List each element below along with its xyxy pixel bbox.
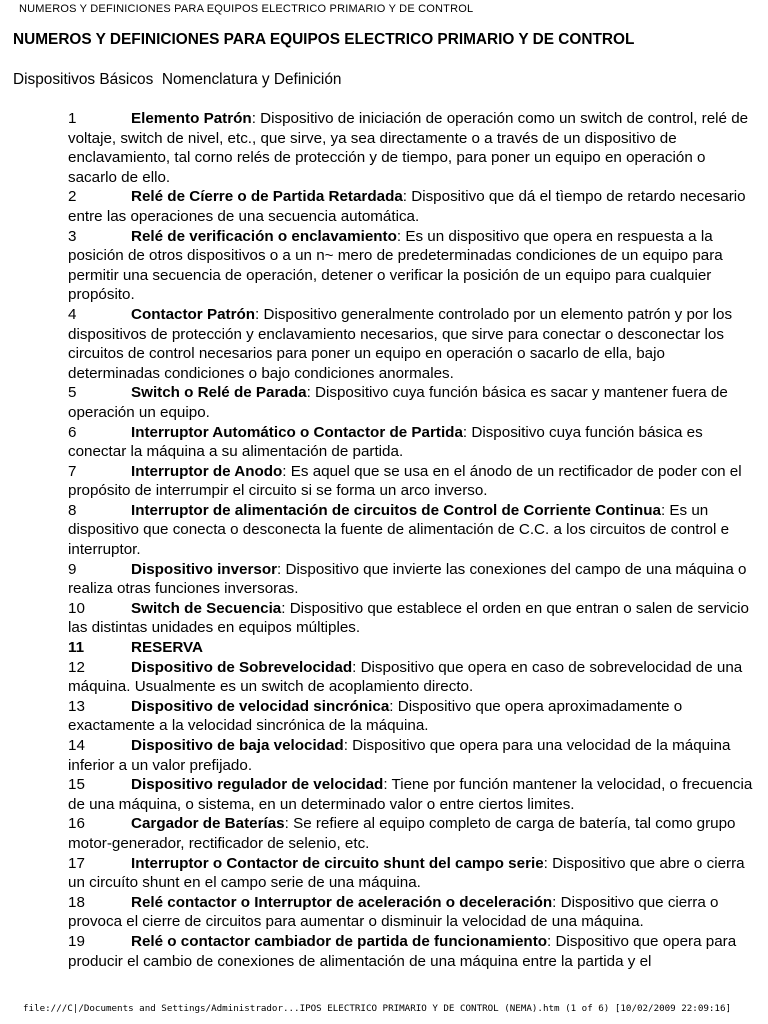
entry-term: Interruptor Automático o Contactor de Partida [131,423,463,441]
entry-definition: Es un dispositivo que opera en respuesta a la posición de otros dispositivos o a un n~ mero de predeterminadas condiciones de un equipo para permitir una secuencia de operación, detener o verificar la posición de un equipo para cualquier propósito. [68,227,723,304]
entry-definition: Dispositivo que opera en caso de sobrevelocidad de una máquina. Usualmente es un switch de acoplamiento directo. [68,658,743,696]
entry-separator: : [543,854,548,872]
entry-separator: : [281,599,286,617]
definition-entry [68,932,758,971]
entry-number: 11 [68,639,85,657]
entry-separator: : [552,893,557,911]
entry-separator: : [402,188,408,206]
entry-number: 14 [68,737,85,754]
entry-term: RESERVA [131,639,204,657]
entry-separator: : [277,560,282,578]
entry-term: Dispositivo regulador de velocidad [131,776,384,794]
entry-number: 13 [68,697,85,715]
entry-number: 12 [68,658,85,676]
entry-number: 15 [68,776,85,794]
definition-entry [68,893,758,932]
entry-number: 16 [68,815,85,833]
definition-entry [68,227,758,305]
entry-separator: : [284,815,289,833]
entry-term: Dispositivo de baja velocidad [131,737,344,754]
entry-term: Switch o Relé de Parada [131,384,307,402]
entry-separator: : [352,658,357,676]
page-footer-path: file:///C|/Documents and Settings/Administrador...IPOS ELECTRICO PRIMARIO Y DE CONTROL (NEMA).htm (1 of 6) [10/02/2009 22:09:16] [23,1003,732,1014]
entry-term: Relé de verificación o enclavamiento [131,227,397,245]
entry-separator: : [389,697,394,715]
entry-term: Dispositivo inversor [131,560,278,578]
entry-term: Relé contactor o Interruptor de aceleración o deceleración [131,893,553,911]
definition-entry [68,501,758,560]
entry-number: 10 [68,599,85,617]
definition-entry [68,658,758,697]
definition-entry [68,814,758,853]
entry-separator: : [306,384,311,402]
entry-separator: : [660,501,666,519]
definition-entry [68,187,758,226]
entry-number: 6 [68,423,77,441]
entry-definition: Dispositivo que opera para producir el cambio de conexiones de alimentación de una máquina entre la partida y el [68,932,737,970]
entry-definition: Se refiere al equipo completo de carga de batería, tal como grupo motor-generador, rectificador de selenio, etc. [68,815,736,852]
entry-definition: Dispositivo que abre o cierra un circuíto shunt en el campo serie de una máquina. [68,854,745,892]
entry-definition: Dispositivo que opera para una velocidad de la máquina inferior a un valor prefijado. [68,737,731,774]
entry-definition: Tiene por función mantener la velocidad, o frecuencia de una máquina, o sistema, en un determinado valor o entre ciertos limites. [68,776,753,813]
entry-separator: : [282,462,287,480]
entry-number: 8 [68,501,77,519]
entry-number: 3 [68,227,77,245]
definition-entry [68,462,758,501]
entry-term: Interruptor de Anodo [131,462,283,480]
definition-entry [68,775,758,814]
definition-entry [68,560,758,599]
definition-entry [68,599,758,638]
entry-definition: Dispositivo que cierra o provoca el cierre de circuitos para aumentar o disminuir la velocidad de una máquina. [68,893,719,931]
entry-definition: Dispositivo cuya función básica es conectar la máquina a su alimentación de partida. [68,423,703,461]
definition-entry [68,423,758,462]
entry-definition: Dispositivo que invierte las conexiones del campo de una máquina o realiza otras funciones inversoras. [68,560,747,598]
document-title: NUMEROS Y DEFINICIONES PARA EQUIPOS ELECTRICO PRIMARIO Y DE CONTROL [13,31,635,48]
entry-separator: : [251,110,256,127]
definitions-list [68,109,758,971]
entry-term: Interruptor o Contactor de circuito shunt del campo serie [131,854,544,872]
entry-term: Relé de Cíerre o de Partida Retardada [131,188,403,206]
entry-definition: Dispositivo de iniciación de operación como un switch de control, relé de voltaje, switch de nivel, etc., que sirve, ya sea directamente o a través de un dispositivo de enclavamiento, tal corno relés de protección y de tiempo, para poner un equipo en operación o sacarlo de ello. [68,110,749,186]
entry-definition: Dispositivo que establece el orden en que entran o salen de servicio las distintas unidades en equipos múltiples. [68,599,749,637]
entry-number: 4 [68,305,77,323]
definition-entry [68,383,758,422]
entry-number: 18 [68,893,85,911]
entry-number: 9 [68,560,77,578]
page-running-header: NUMEROS Y DEFINICIONES PARA EQUIPOS ELECTRICO PRIMARIO Y DE CONTROL [19,3,474,15]
entry-term: Dispositivo de Sobrevelocidad [131,658,353,676]
definition-entry [68,109,758,187]
entry-separator: : [547,932,552,950]
entry-term: Interruptor de alimentación de circuitos de Control de Corriente Continua [131,501,661,519]
entry-number: 5 [68,384,77,402]
entry-definition: Dispositivo que opera aproximadamente o exactamente a la velocidad sincrónica de la máquina. [68,697,683,735]
entry-number: 7 [68,462,77,480]
entry-definition: Dispositivo generalmente controlado por un elemento patrón y por los dispositivos de protección y enclavamiento necesarios, que sirve para conectar o desconectar los circuitos de control necesarios para poner un equipo en operación o sacarlo de ella, bajo determinadas condiciones o bajo condiciones anormales. [68,305,733,382]
definition-entry [68,638,758,658]
entry-term: Relé o contactor cambiador de partida de funcionamiento [131,932,548,950]
entry-separator: : [462,423,468,441]
entry-term: Dispositivo de velocidad sincrónica [131,697,390,715]
entry-number: 19 [68,932,85,950]
entry-term: Contactor Patrón [131,305,256,323]
entry-number: 2 [68,188,77,206]
entry-term: Cargador de Baterías [131,815,285,833]
document-subtitle: Dispositivos Básicos Nomenclatura y Definición [13,71,342,88]
definition-entry [68,854,758,893]
definition-entry [68,736,758,775]
entry-definition: Dispositivo cuya función básica es sacar y mantener fuera de operación un equipo. [68,384,728,421]
entry-separator: : [255,305,260,323]
entry-separator: : [343,737,348,754]
entry-separator: : [383,776,388,794]
entry-definition: Dispositivo que dá el tìempo de retardo necesario entre las operaciones de una secuencia automática. [68,188,746,225]
entry-term: Switch de Secuencia [131,599,282,617]
entry-number: 1 [68,110,77,127]
entry-number: 17 [68,854,85,872]
definition-entry [68,697,758,736]
entry-definition: Es aquel que se usa en el ánodo de un rectificador de poder con el propósito de interrumpir el circuito si se forma un arco inverso. [68,462,742,500]
definition-entry [68,305,758,383]
entry-term: Elemento Patrón [131,110,252,127]
entry-definition: Es un dispositivo que conecta o desconecta la fuente de alimentación de C.C. a los circuitos de control e interruptor. [68,501,730,559]
entry-separator: : [396,227,402,245]
